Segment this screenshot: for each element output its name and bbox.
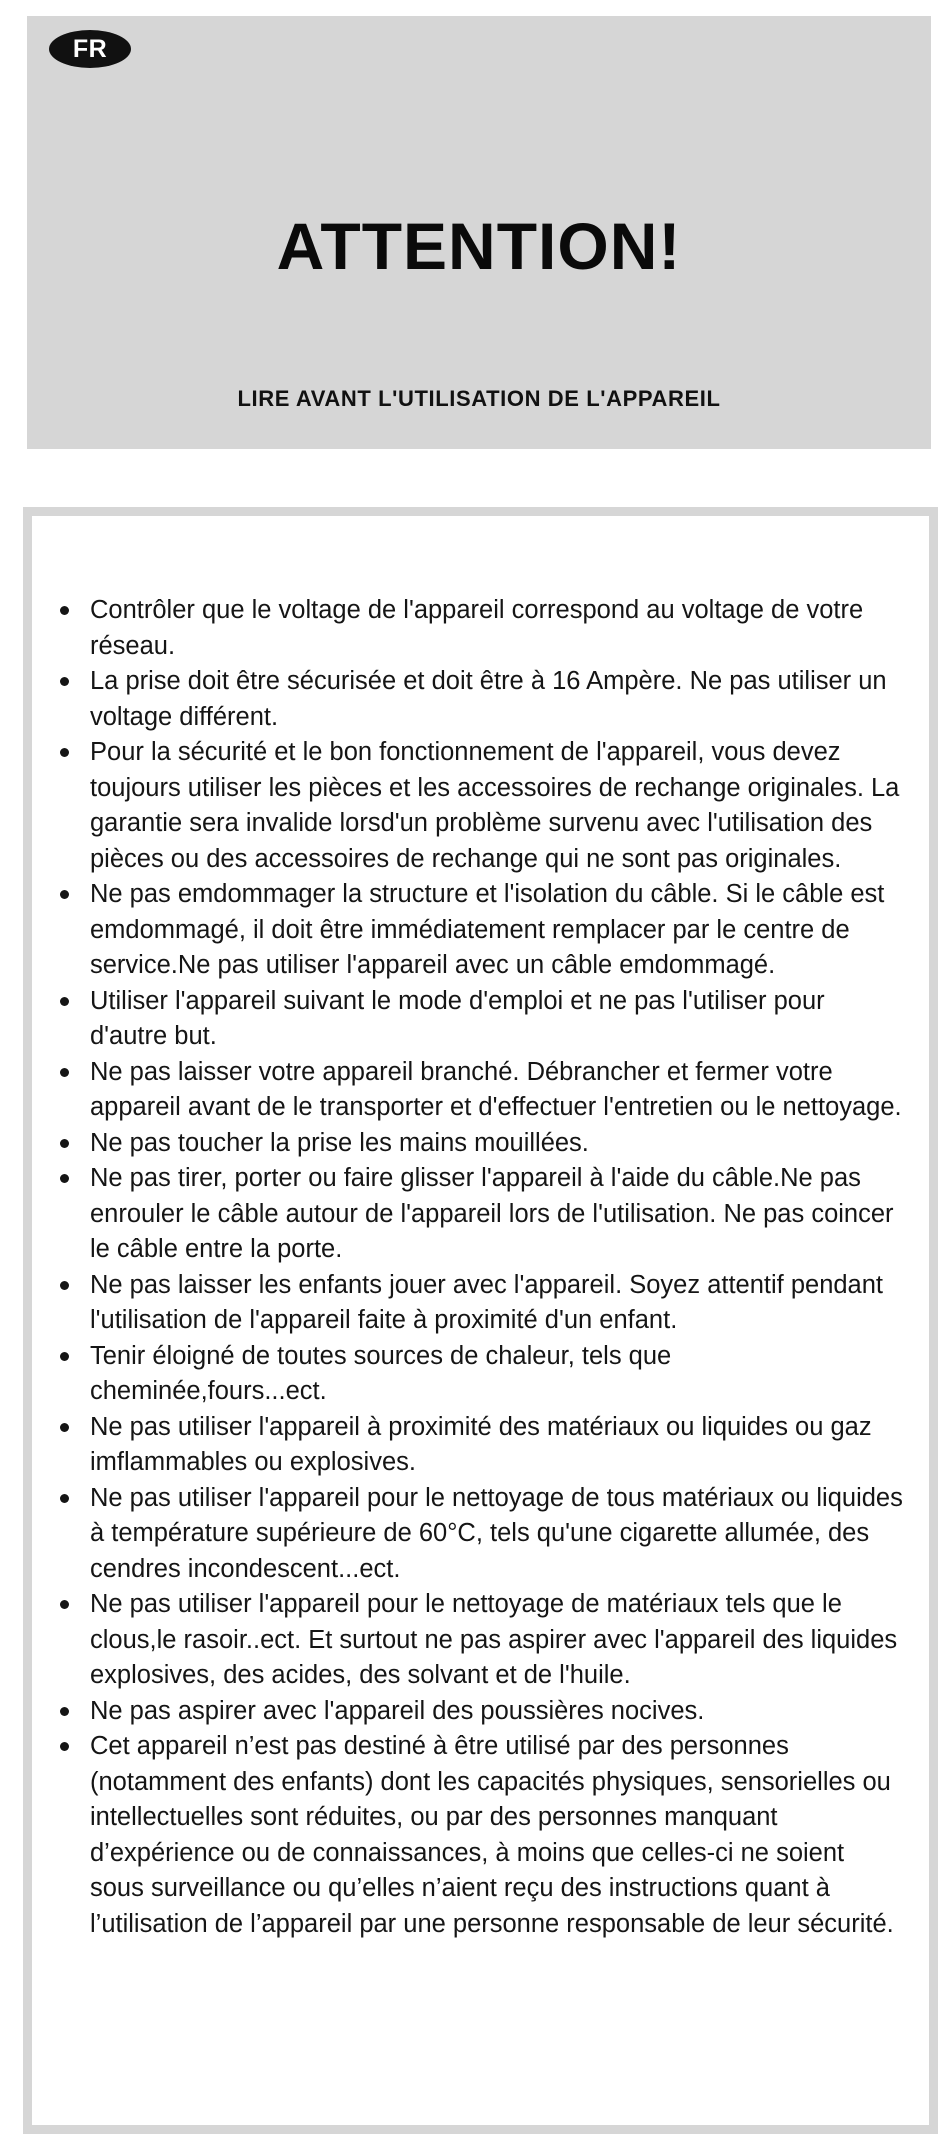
list-item	[54, 1729, 904, 1942]
list-item-text: La prise doit être sécurisée et doit être à 16 Ampère. Ne pas utiliser un voltage différent.	[90, 667, 887, 731]
list-item	[54, 1268, 904, 1339]
list-item	[54, 1126, 904, 1162]
bullet-icon	[60, 1174, 69, 1183]
list-item-text: Ne pas laisser votre appareil branché. Débrancher et fermer votre appareil avant de le transporter et d'effectuer l'entretien ou le nettoyage.	[90, 1057, 902, 1121]
list-item-text: Ne pas laisser les enfants jouer avec l'appareil. Soyez attentif pendant l'utilisation de l'appareil faite à proximité d'un enfant.	[90, 1270, 884, 1334]
bullet-icon	[60, 1600, 69, 1609]
list-item-text: Ne pas emdommager la structure et l'isolation du câble. Si le câble est emdommagé, il doit être immédiatement remplacer par le centre de service.Ne pas utiliser l'appareil avec un câble emdommagé.	[90, 880, 885, 979]
list-item-text: Cet appareil n’est pas destiné à être utilisé par des personnes (notamment des enfants) dont les capacités physiques, sensorielles ou intellectuelles sont réduites, ou par des personnes manquant d’expérience ou de connaissances, à moins que celles-ci ne soient sous surveillance ou qu’elles n’aient reçu des instructions quant à l’utilisation de l’appareil par une personne responsable de leur sécurité.	[90, 1732, 894, 1938]
safety-instructions-panel	[23, 507, 938, 2134]
list-item	[54, 877, 904, 984]
list-item-text: Ne pas tirer, porter ou faire glisser l'appareil à l'aide du câble.Ne pas enrouler le câble autour de l'appareil lors de l'utilisation. Ne pas coincer le câble entre la porte.	[90, 1164, 894, 1263]
warning-header-panel	[27, 16, 931, 449]
bullet-icon	[60, 1423, 69, 1432]
bullet-icon	[60, 606, 69, 615]
page-title: ATTENTION!	[276, 209, 682, 283]
bullet-icon	[60, 1139, 69, 1148]
list-item	[54, 1339, 904, 1410]
list-item-text: Ne pas toucher la prise les mains mouillées.	[90, 1128, 589, 1157]
bullet-icon	[60, 997, 69, 1006]
bullet-icon	[60, 1742, 69, 1751]
list-item-text: Ne pas utiliser l'appareil à proximité des matériaux ou liquides ou gaz imflammables ou explosives.	[90, 1412, 872, 1476]
list-item-text: Utiliser l'appareil suivant le mode d'emploi et ne pas l'utiliser pour d'autre but.	[90, 986, 825, 1050]
list-item	[54, 735, 904, 877]
bullet-icon	[60, 1068, 69, 1077]
list-item	[54, 1694, 904, 1730]
list-item-text: Ne pas utiliser l'appareil pour le nettoyage de tous matériaux ou liquides à température supérieure de 60°C, tels qu'une cigarette allumée, des cendres incondescent...ect.	[90, 1483, 903, 1583]
list-item-text: Ne pas utiliser l'appareil pour le nettoyage de matériaux tels que le clous,le rasoir..ect. Et surtout ne pas aspirer avec l'appareil des liquides explosives, des acides, des solvant et de l'huile.	[90, 1590, 898, 1689]
list-item	[54, 1410, 904, 1481]
list-item	[54, 984, 904, 1055]
list-item-text: Pour la sécurité et le bon fonctionnement de l'appareil, vous devez toujours utiliser les pièces et les accessoires de rechange originales. La garantie sera invalide lorsd'un problème survenu avec l'utilisation des pièces ou des accessoires de rechange qui ne sont pas originales.	[90, 738, 900, 873]
list-item	[54, 1481, 904, 1588]
list-item	[54, 1161, 904, 1268]
list-item	[54, 593, 904, 664]
bullet-icon	[60, 1494, 69, 1503]
language-badge: FR	[49, 30, 131, 68]
bullet-icon	[60, 890, 69, 899]
list-item-text: Tenir éloigné de toutes sources de chaleur, tels que cheminée,fours...ect.	[90, 1341, 672, 1405]
list-item	[54, 1587, 904, 1694]
list-item	[54, 664, 904, 735]
list-item	[54, 1055, 904, 1126]
safety-instructions-list	[54, 593, 904, 1942]
bullet-icon	[60, 1281, 69, 1290]
bullet-icon	[60, 677, 69, 686]
bullet-icon	[60, 1352, 69, 1361]
page-subtitle: LIRE AVANT L'UTILISATION DE L'APPAREIL	[237, 386, 721, 411]
list-item-text: Ne pas aspirer avec l'appareil des poussières nocives.	[90, 1696, 705, 1725]
bullet-icon	[60, 1707, 69, 1716]
bullet-icon	[60, 748, 69, 757]
list-item-text: Contrôler que le voltage de l'appareil correspond au voltage de votre réseau.	[90, 596, 864, 660]
